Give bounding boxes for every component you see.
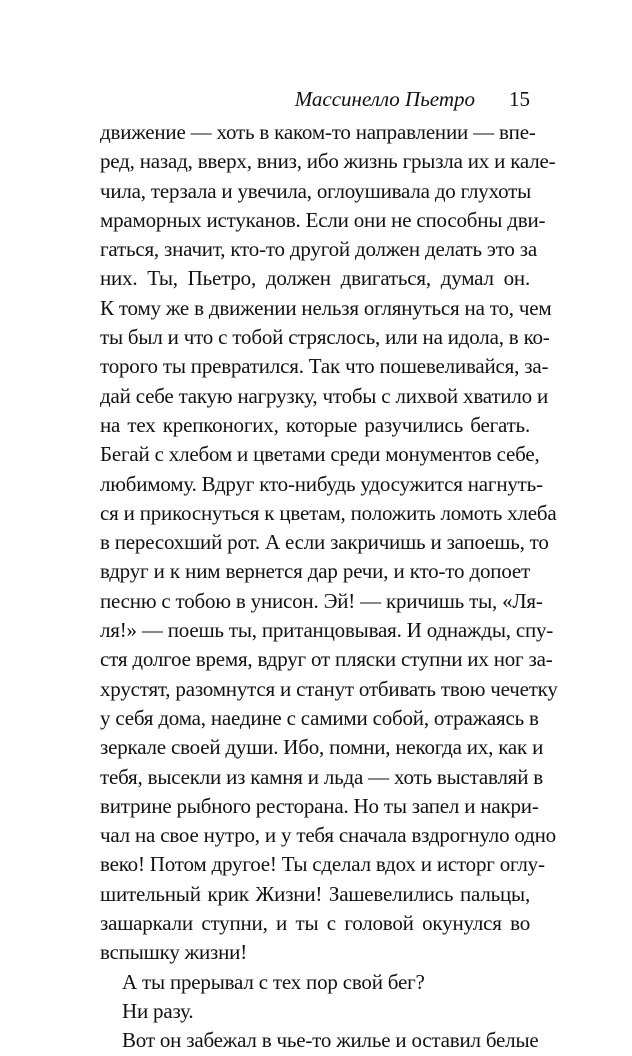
text-line: ты был и что с тобой стряслось, или на идола, в ко- bbox=[100, 325, 550, 350]
text-line: песню с тобою в унисон. Эй! — кричишь ты, «Ля- bbox=[100, 588, 543, 613]
text-line: на тех крепконогих, которые разучились бегать. bbox=[100, 412, 530, 437]
text-line: в пересохший рот. А если закричишь и запоешь, то bbox=[100, 530, 549, 555]
text-line: у себя дома, наедине с самими собой, отражаясь в bbox=[100, 705, 539, 730]
dialogue-line: Ни разу. bbox=[122, 998, 194, 1023]
text-line: Бегай с хлебом и цветами среди монументов себе, bbox=[100, 442, 540, 467]
text-line: тебя, высекли из камня и льда — хоть выставляй в bbox=[100, 764, 543, 789]
dialogue-line: А ты прерывал с тех пор свой бег? bbox=[122, 969, 425, 994]
text-line: гаться, значит, кто-то другой должен делать это за bbox=[100, 237, 537, 262]
page-number: 15 bbox=[509, 87, 530, 111]
text-line: ред, назад, вверх, вниз, ибо жизнь грызла их и кале- bbox=[100, 149, 556, 174]
text-line: чила, терзала и увечила, оглоушивала до глухоты bbox=[100, 178, 531, 203]
running-title: Массинелло Пьетро bbox=[294, 87, 475, 111]
text-line: чал на свое нутро, и у тебя сначала вздрогнуло одно bbox=[100, 823, 556, 848]
body-text bbox=[100, 118, 558, 1056]
text-line: мраморных истуканов. Если они не способны дви- bbox=[100, 207, 546, 232]
text-line: них. Ты, Пьетро, должен двигаться, думал он. bbox=[100, 266, 530, 291]
text-line: хрустят, разомнутся и станут отбивать твою чечетку bbox=[100, 676, 558, 701]
text-line: зашаркали ступни, и ты с головой окунулся во bbox=[100, 911, 530, 936]
text-line: любимому. Вдруг кто-нибудь удосужится нагнуть- bbox=[100, 471, 543, 496]
text-line: ся и прикоснуться к цветам, положить ломоть хлеба bbox=[100, 500, 557, 525]
text-line: веко! Потом другое! Ты сделал вдох и исторг оглу- bbox=[100, 852, 545, 877]
text-line: шительный крик Жизни! Зашевелились пальцы, bbox=[100, 881, 530, 906]
text-line: дай себе такую нагрузку, чтобы с лихвой хватило и bbox=[100, 383, 549, 408]
text-line: витрине рыбного ресторана. Но ты запел и накри- bbox=[100, 793, 539, 818]
text-line: стя долгое время, вдруг от пляски ступни их ног за- bbox=[100, 647, 553, 672]
text-line: зеркале своей души. Ибо, помни, некогда их, как и bbox=[100, 735, 544, 760]
paragraph-first-line: Вот он забежал в чье-то жилье и оставил белые bbox=[122, 1028, 539, 1053]
text-line: движение — хоть в каком-то направлении — впе- bbox=[100, 120, 536, 144]
text-line: вспышку жизни! bbox=[100, 940, 247, 965]
text-line: торого ты превратился. Так что пошевеливайся, за- bbox=[100, 354, 549, 379]
text-line: вдруг и к ним вернется дар речи, и кто-то допоет bbox=[100, 559, 530, 584]
running-head bbox=[100, 84, 530, 114]
text-line: ля!» — поешь ты, пританцовывая. И однажды, спу- bbox=[100, 618, 554, 643]
text-line: К тому же в движении нельзя оглянуться на то, чем bbox=[100, 295, 552, 320]
